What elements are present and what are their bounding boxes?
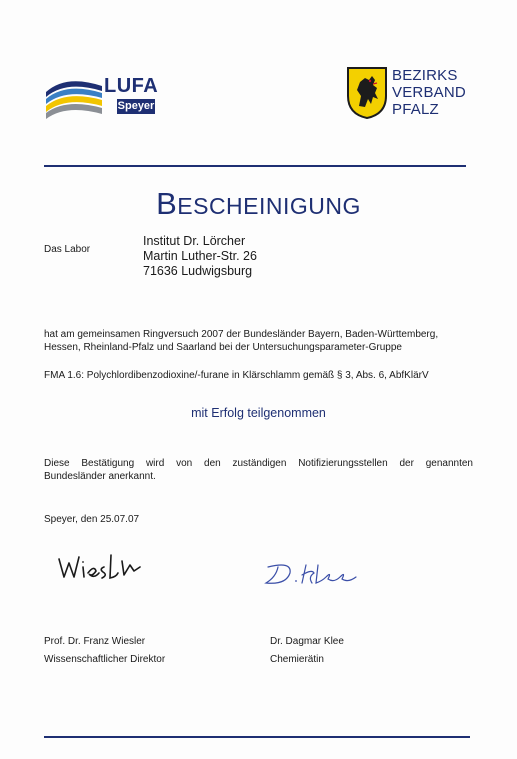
signer-role: Chemierätin <box>270 654 324 665</box>
bezirksverband-line-1: BEZIRKS <box>392 67 458 84</box>
lab-label: Das Labor <box>44 244 91 255</box>
bezirksverband-name <box>392 67 466 118</box>
signer-wiesler <box>44 633 165 669</box>
certificate-title <box>0 186 517 222</box>
paragraph-line: Bundesländer anerkannt. <box>44 471 156 482</box>
signer-name: Prof. Dr. Franz Wiesler <box>44 636 146 647</box>
palatinate-lion-shield-icon <box>346 66 388 120</box>
paragraph-line: hat am gemeinsamen Ringversuch 2007 der Bundesländer Bayern, Baden-Württemberg, <box>44 329 439 340</box>
lufa-sub: Speyer <box>117 100 155 112</box>
top-divider <box>44 165 466 167</box>
signer-klee <box>270 633 344 669</box>
signer-name: Dr. Dagmar Klee <box>270 636 344 647</box>
bottom-divider <box>44 736 470 738</box>
bezirksverband-line-3: PFALZ <box>392 101 439 118</box>
signature-klee <box>262 559 362 589</box>
bezirksverband-logo <box>346 66 476 122</box>
title-rest: ESCHEINIGUNG <box>177 193 361 219</box>
lab-address-line: Institut Dr. Lörcher <box>143 234 246 248</box>
participation-paragraph <box>44 328 438 354</box>
place-date: Speyer, den 25.07.07 <box>44 514 140 525</box>
lab-address-line: Martin Luther-Str. 26 <box>143 249 257 263</box>
lab-address <box>143 234 257 279</box>
signature-wiesler <box>56 547 146 587</box>
signer-role: Wissenschaftlicher Direktor <box>44 654 166 665</box>
lufa-name: LUFA <box>104 75 159 97</box>
lufa-waves-icon <box>44 72 104 122</box>
lufa-logo <box>44 72 159 122</box>
bezirksverband-line-2: VERBAND <box>392 84 466 101</box>
lab-address-line: 71636 Ludwigsburg <box>143 264 253 278</box>
title-initial: B <box>156 186 178 221</box>
success-statement: mit Erfolg teilgenommen <box>191 406 326 420</box>
paragraph-line: Diese Bestätigung wird von den zuständigen Notifizierungsstellen der genannten <box>44 458 473 469</box>
paragraph-line: Hessen, Rheinland-Pfalz und Saarland bei der Untersuchungsparameter-Gruppe <box>44 342 402 353</box>
recognition-paragraph <box>44 457 473 483</box>
parameter-group-line: FMA 1.6: Polychlordibenzodioxine/-furane in Klärschlamm gemäß § 3, Abs. 6, AbfKlärV <box>44 370 429 381</box>
